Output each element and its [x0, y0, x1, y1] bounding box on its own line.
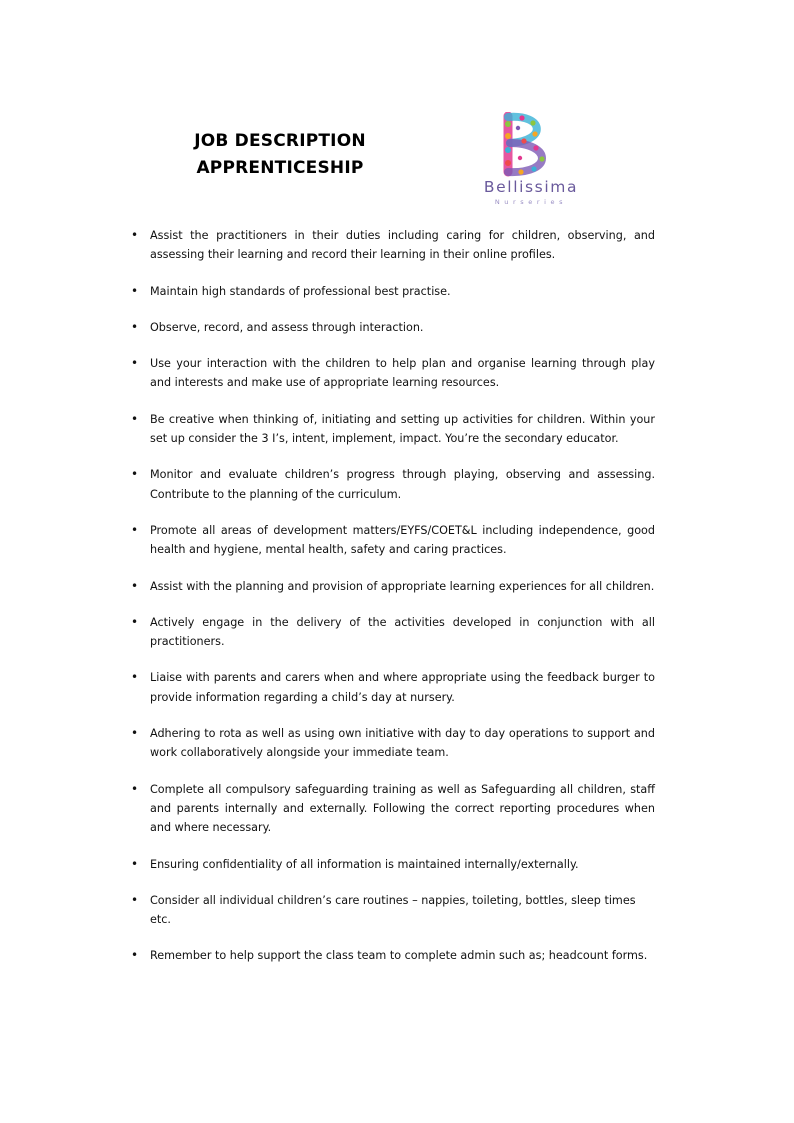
title-line-1: JOB DESCRIPTION — [194, 131, 366, 151]
duty-item — [128, 354, 655, 393]
duty-text: Assist the practitioners in their duties including caring for children, observing, and assessing their learning and record their learning in their online profiles. — [150, 229, 655, 262]
duty-text: Promote all areas of development matters/EYFS/COET&L including independence, good health and hygiene, mental health, safety and caring practices. — [150, 523, 655, 557]
duty-text: Complete all compulsory safeguarding training as well as Safeguarding all children, staff and parents internally and externally. Following the correct reporting procedures when and where necessary. — [150, 782, 655, 835]
bullet-icon: • — [131, 283, 139, 298]
bullet-icon: • — [131, 670, 139, 685]
duty-item — [128, 724, 655, 763]
duty-item — [128, 282, 655, 301]
title-line-2: APPRENTICESHIP — [196, 158, 364, 178]
logo-subtitle: Nurseries — [494, 198, 568, 206]
duty-item — [128, 946, 655, 965]
document-title — [150, 128, 410, 182]
duty-item — [128, 855, 655, 874]
duty-item — [128, 613, 655, 652]
duty-text: Ensuring confidentiality of all information is maintained internally/externally. — [150, 857, 579, 871]
bullet-icon: • — [131, 356, 139, 371]
duty-item — [128, 226, 655, 265]
bullet-icon: • — [131, 948, 139, 963]
duty-item — [128, 780, 655, 838]
bullet-icon: • — [131, 856, 139, 871]
duty-text: Monitor and evaluate children’s progress through playing, observing and assessing. Contribute to the planning of the curriculum. — [150, 468, 655, 501]
duty-item — [128, 410, 655, 449]
duty-text: Adhering to rota as well as using own initiative with day to day operations to support and work collaboratively alongside your immediate team. — [150, 727, 655, 760]
letter-b-handprint-icon — [466, 112, 596, 178]
duty-text: Observe, record, and assess through interaction. — [150, 320, 424, 334]
duty-item — [128, 668, 655, 707]
duty-text: Assist with the planning and provision of appropriate learning experiences for all children. — [150, 579, 655, 593]
duty-text: Consider all individual children’s care routines – nappies, toileting, bottles, sleep times etc. — [150, 893, 636, 927]
duty-item — [128, 577, 655, 596]
bullet-icon: • — [131, 228, 139, 242]
logo-wordmark: Bellissima — [483, 178, 579, 196]
duty-item — [128, 891, 655, 930]
duty-item — [128, 318, 655, 337]
duty-text: Actively engage in the delivery of the activities developed in conjunction with all practitioners. — [150, 615, 655, 649]
duties-list — [128, 226, 655, 983]
bullet-icon: • — [131, 614, 139, 629]
bullet-icon: • — [131, 522, 139, 537]
bullet-icon: • — [131, 726, 139, 741]
duty-text: Be creative when thinking of, initiating and setting up activities for children. Within your set up consider the 3 I’s, intent, implement, impact. You’re the secondary educator. — [150, 412, 655, 446]
duty-text: Use your interaction with the children to help plan and organise learning through play and interests and make use of appropriate learning resources. — [150, 357, 655, 390]
bullet-icon: • — [131, 781, 139, 796]
duty-item — [128, 521, 655, 560]
duty-text: Liaise with parents and carers when and where appropriate using the feedback burger to provide information regarding a child’s day at nursery. — [150, 671, 655, 704]
bellissima-logo — [466, 112, 596, 212]
bullet-icon: • — [131, 892, 139, 907]
bullet-icon: • — [131, 411, 139, 426]
bullet-icon: • — [131, 319, 139, 334]
duty-item — [128, 465, 655, 504]
bullet-icon: • — [131, 578, 139, 593]
bullet-icon: • — [131, 467, 139, 482]
duty-text: Maintain high standards of professional best practise. — [150, 284, 451, 298]
duty-text: Remember to help support the class team to complete admin such as; headcount forms. — [150, 949, 648, 963]
